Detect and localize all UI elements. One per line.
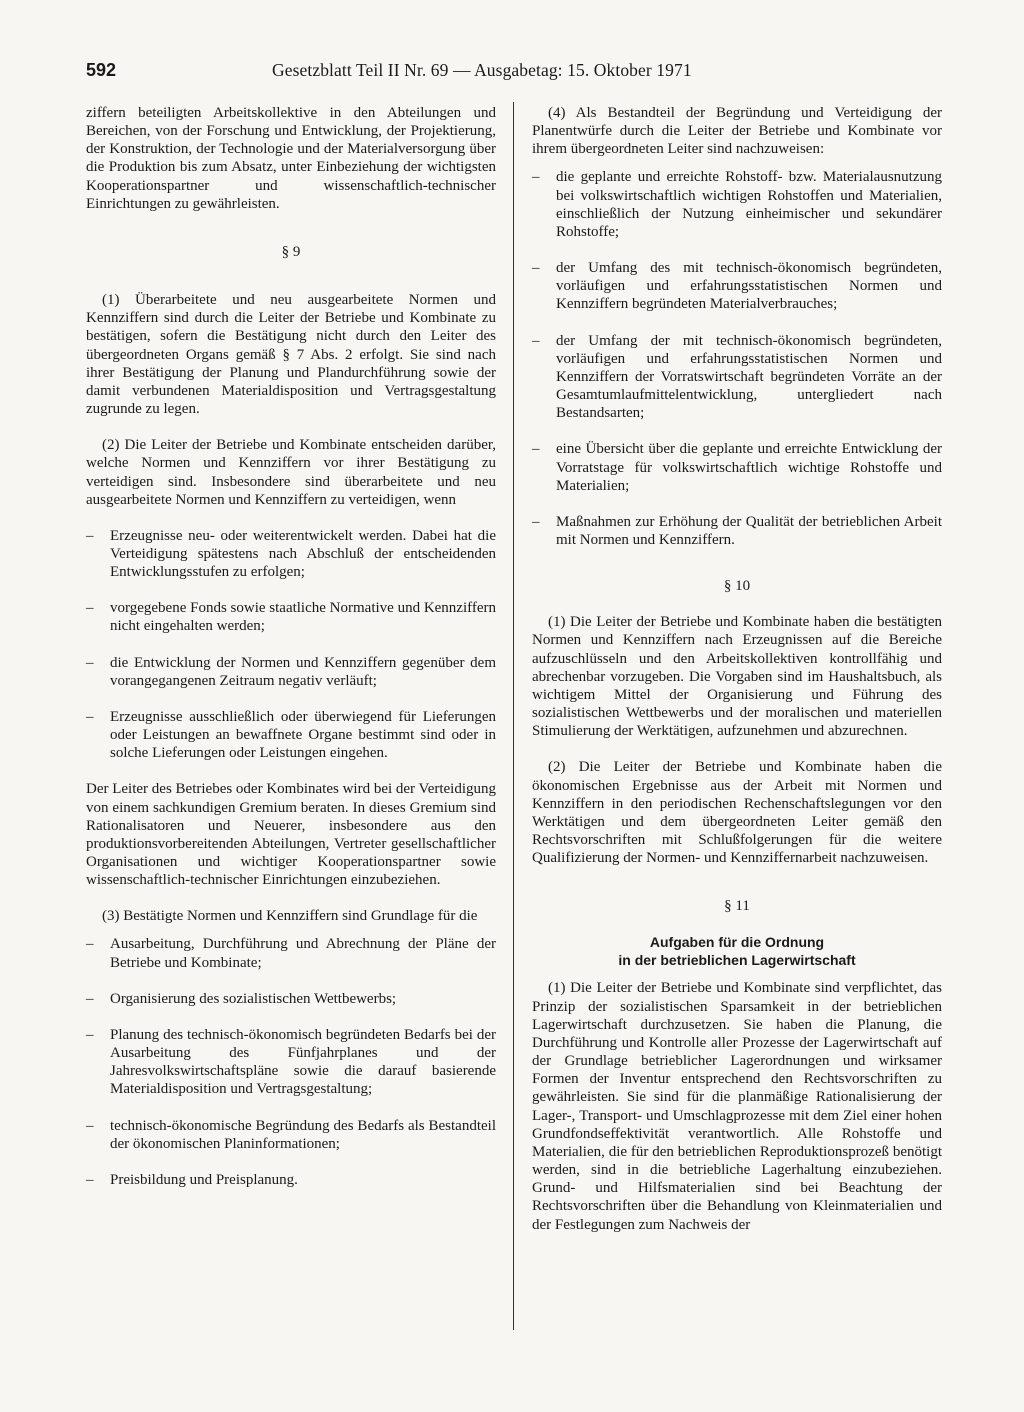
defense-conditions-list (86, 527, 496, 763)
list-item: – Erzeugnisse neu- oder weiterentwickelt werden. Dabei hat die Verteidigung spätestens nach Abschluß der entscheidenden Entwicklungsstufen zu erfolgen; (86, 527, 496, 581)
right-column (532, 104, 942, 1234)
list-item: – technisch-ökonomische Begründung des Bedarfs als Bestandteil der ökonomischen Planinformationen; (86, 1117, 496, 1153)
section-heading-9: § 9 (281, 243, 301, 260)
basis-list (86, 935, 496, 1189)
left-column (86, 104, 496, 1207)
section-heading-10: § 10 (723, 578, 751, 595)
list-item: – Organisierung des sozialistischen Wettbewerbs; (86, 990, 496, 1008)
evidence-list (532, 168, 942, 549)
paragraph-11-1: (1) Die Leiter der Betriebe und Kombinate sind verpflichtet, das Prinzip der sozialistischen Sparsamkeit in der betrieblichen Lagerwirtschaft durchzusetzen. Sie haben die Planung, die Durchführung und Kontrolle aller Prozesse der Lagerwirtschaft auf der Grundlage betrieblicher Lagerordnungen und wirksamer Formen der Inventur entsprechend den Rechtsvorschriften zu gewährleisten. Sie sind für die planmäßige Rationalisierung der Lager-, Transport- und Umschlagprozesse mit dem Ziel einer hohen Grundfondseffektivität verantwortlich. Alle Rohstoffe und Materialien, die für den betrieblichen Reproduktionsprozeß benötigt werden, sind in die betriebliche Lagerhaltung einzubeziehen. Grund- und Hilfsmaterialien sind bei Beachtung der Rechtsvorschriften über die Behandlung von Kleinmaterialien und der Festlegungen zum Nachweis der (532, 980, 942, 1233)
running-title: Gesetzblatt Teil II Nr. 69 — Ausgabetag: 15. Oktober 1971 (272, 60, 692, 80)
paragraph-9-4: (4) Als Bestandteil der Begründung und Verteidigung der Planentwürfe durch die Leiter der Betriebe und Kombinate vor ihrem übergeordneten Leiter sind nachzuweisen: (532, 105, 942, 158)
paragraph-9-2: (2) Die Leiter der Betriebe und Kombinate entscheiden darüber, welche Normen und Kennziffern vor ihrer Bestätigung zu verteidigen sind. Insbesondere sind überarbeitete und neu ausgearbeitete Normen und Kennziffern zu verteidigen, wenn (86, 437, 496, 508)
section-heading-11: § 11 (724, 898, 750, 915)
page-number: 592 (86, 60, 117, 80)
list-item: – der Umfang des mit technisch-ökonomisch begründeten, vorläufigen und erfahrungsstatistischen Normen und Kennziffern begründeten Materialverbrauches; (532, 259, 942, 313)
paragraph-9-3: (3) Bestätigte Normen und Kennziffern sind Grundlage für die (102, 908, 478, 925)
list-item: – die Entwicklung der Normen und Kennziffern gegenüber dem vorangegangenen Zeitraum negativ verläuft; (86, 654, 496, 690)
list-item: – eine Übersicht über die geplante und erreichte Entwicklung der Vorratstage für volkswirtschaftlich wichtige Rohstoffe und Materialien; (532, 440, 942, 494)
list-item: – vorgegebene Fonds sowie staatliche Normative und Kennziffern nicht eingehalten werden; (86, 599, 496, 635)
list-item: – Planung des technisch-ökonomisch begründeten Bedarfs bei der Ausarbeitung des Fünfjahrplanes und der Jahresvolkswirtschaftspläne sowie die darauf basierende Materialdisposition und Vertragsgestaltung; (86, 1026, 496, 1099)
section-11-title-line-1: Aufgaben für die Ordnung (649, 934, 825, 951)
paragraph-9-2-continued: Der Leiter des Betriebes oder Kombinates wird bei der Verteidigung von einem sachkundigen Gremium beraten. In dieses Gremium sind Rationalisatoren und Neuerer, insbesondere aus den produktionsvorbereitenden Abteilungen, Vertreter gesellschaftlicher Organisationen und wichtiger Kooperationspartner sowie wissenschaftlich-technischer Einrichtungen einzubeziehen. (86, 781, 497, 889)
list-item: – Ausarbeitung, Durchführung und Abrechnung der Pläne der Betriebe und Kombinate; (86, 935, 496, 971)
paragraph-10-2: (2) Die Leiter der Betriebe und Kombinate haben die ökonomischen Ergebnisse aus der Arbeit mit Normen und Kennziffern in den periodischen Rechenschaftslegungen vor den Werktätigen und dem übergeordneten Leiter gemäß den Rechtsvorschriften mit Schlußfolgerungen für die weitere Qualifizierung der Normen- und Kennziffernarbeit nachzuweisen. (532, 759, 942, 867)
paragraph-10-1: (1) Die Leiter der Betriebe und Kombinate haben die bestätigten Normen und Kennziffern nach Erzeugnissen auf die Bereiche aufzuschlüsseln und den Arbeitskollektiven kontrollfähig und abrechenbar vorzugeben. Die Vorgaben sind im Haushaltsbuch, als wichtigem Mittel der Organisierung und Führung des sozialistischen Wettbewerbs und der moralischen und materiellen Stimulierung der Werktätigen, aufzunehmen und abzurechnen. (532, 614, 942, 740)
list-item: – Maßnahmen zur Erhöhung der Qualität der betrieblichen Arbeit mit Normen und Kennziffern. (532, 513, 942, 549)
list-item: – die geplante und erreichte Rohstoff- bzw. Materialausnutzung bei volkswirtschaftlich wichtigen Rohstoffen und Materialien, einschließlich der Nutzung einheimischer und sekundärer Rohstoffe; (532, 168, 942, 241)
paragraph-9-1: (1) Überarbeitete und neu ausgearbeitete Normen und Kennziffern sind durch die Leiter der Betriebe und Kombinate zu bestätigen, sofern die Bestätigung nicht durch den Leiter des übergeordneten Organs gemäß § 7 Abs. 2 erfolgt. Sie sind nach ihrer Bestätigung der Planung und Plandurchführung sowie der damit verbundenen Materialdisposition und Vertragsgestaltung zugrunde zu legen. (86, 292, 496, 418)
list-item: – Preisbildung und Preisplanung. (86, 1171, 496, 1189)
section-11-title-line-2: in der betrieblichen Lagerwirtschaft (618, 952, 856, 969)
column-divider (513, 102, 514, 1330)
continuation-paragraph: ziffern beteiligten Arbeitskollektive in den Abteilungen und Bereichen, von der Forschung und Entwicklung, der Projektierung, der Konstruktion, der Technologie und der Materialversorgung über die Produktion bis zum Absatz, unter Einbeziehung der wichtigsten Kooperationspartner und wissenschaftlich-technischer Einrichtungen zu gewährleisten. (86, 105, 496, 212)
list-item: – Erzeugnisse ausschließlich oder überwiegend für Lieferungen oder Leistungen an bewaffnete Organe bestimmt sind oder in solche Lieferungen oder Leistungen eingehen. (86, 708, 496, 762)
page-header (86, 60, 966, 86)
list-item: – der Umfang der mit technisch-ökonomisch begründeten, vorläufigen und erfahrungsstatistischen Normen und Kennziffern der Vorratswirtschaft begründeten Vorräte an der Gesamtumlaufmittelentwicklung, untergliedert nach Bestandsarten; (532, 332, 942, 423)
